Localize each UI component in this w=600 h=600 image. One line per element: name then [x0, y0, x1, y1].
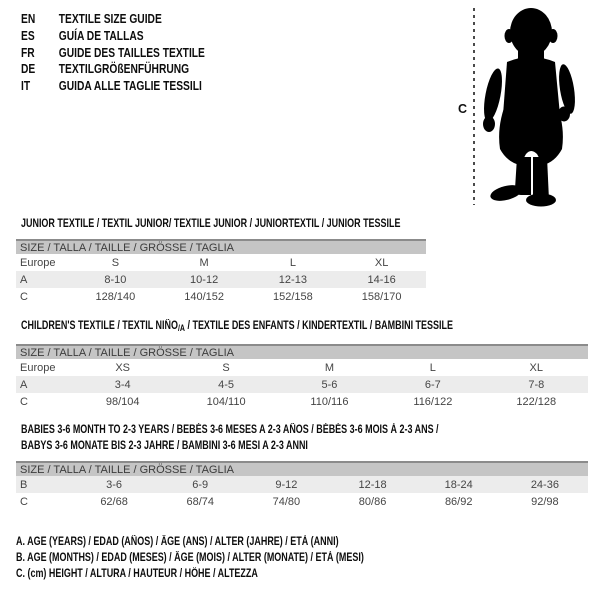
- row-label: B: [16, 476, 71, 493]
- language-code: EN: [21, 12, 36, 26]
- section-title-children-rest: / TEXTILE DES ENFANTS / KINDERTEXTIL / BAMBINI TESSILE: [184, 320, 453, 332]
- size-header-label: SIZE / TALLA / TAILLE / GRÖSSE / TAGLIA: [16, 345, 588, 359]
- size-value: S: [222, 361, 230, 374]
- size-value: 110/116: [310, 395, 349, 408]
- size-value: 3-4: [71, 376, 174, 393]
- size-value: 18-24: [416, 476, 502, 493]
- size-value: 6-7: [381, 376, 484, 393]
- size-value: M: [199, 256, 209, 269]
- size-table-header-row: [16, 240, 426, 254]
- size-table-babies: [16, 461, 588, 510]
- language-code: FR: [21, 45, 35, 60]
- section-title-babies: [21, 423, 439, 454]
- language-code: IT: [21, 79, 31, 94]
- table-row-age: [16, 271, 426, 288]
- size-value: 24-36: [502, 476, 588, 493]
- size-value: L: [289, 256, 296, 269]
- size-header-label: SIZE / TALLA / TAILLE / GRÖSSE / TAGLIA: [16, 462, 588, 476]
- size-value: 10-12: [160, 271, 249, 288]
- table-row-age-months: [16, 476, 588, 493]
- size-value: 4-5: [174, 376, 277, 393]
- size-value: 8-10: [71, 271, 160, 288]
- footnote-a: A. AGE (YEARS) / EDAD (AÑOS) / ÂGE (ANS) / ALTER (JAHRE) / ETÀ (ANNI): [16, 536, 339, 548]
- size-header-label: SIZE / TALLA / TAILLE / GRÖSSE / TAGLIA: [16, 240, 426, 254]
- size-table-children: [16, 344, 588, 410]
- language-row-fr: [21, 45, 205, 62]
- size-value: 80/86: [358, 495, 387, 508]
- row-label: Europe: [20, 256, 56, 269]
- language-title: GUÍA DE TALLAS: [58, 28, 144, 43]
- row-label: A: [16, 271, 71, 288]
- language-title: GUIDA ALLE TAGLIE TESSILI: [58, 79, 202, 94]
- size-table-header-row: [16, 462, 588, 476]
- size-value: 12-18: [329, 476, 415, 493]
- size-value: 5-6: [278, 376, 381, 393]
- language-row-en: [21, 11, 205, 28]
- size-value: 86/92: [444, 495, 473, 508]
- size-value: 6-9: [157, 476, 243, 493]
- size-value: 128/140: [95, 290, 136, 303]
- size-value: S: [111, 256, 120, 269]
- language-code: DE: [21, 62, 36, 77]
- size-value: 14-16: [337, 271, 426, 288]
- section-title-babies-line2: BABYS 3-6 MONATE BIS 2-3 JAHRE / BAMBINI 3-6 MESI A 2-3 ANNI: [21, 439, 308, 452]
- size-value: 74/80: [272, 495, 301, 508]
- language-row-es: [21, 28, 205, 45]
- language-title-block: [21, 11, 245, 95]
- language-row-it: [21, 78, 205, 95]
- table-row-europe: [16, 254, 426, 271]
- size-value: 98/104: [105, 395, 140, 408]
- size-value: XL: [529, 361, 544, 374]
- size-value: 3-6: [71, 476, 157, 493]
- size-value: 104/110: [206, 395, 246, 408]
- language-row-de: [21, 61, 205, 78]
- size-value: 122/128: [516, 395, 557, 408]
- size-value: L: [429, 361, 436, 374]
- language-code: ES: [21, 28, 35, 43]
- row-label: C: [20, 495, 28, 508]
- height-measure-figure: [440, 0, 600, 215]
- table-row-age: [16, 376, 588, 393]
- size-value: XS: [115, 361, 131, 374]
- language-title: GUIDE DES TAILLES TEXTILE: [58, 45, 205, 60]
- section-title-babies-line1: BABIES 3-6 MONTH TO 2-3 YEARS / BEBÉS 3-6 MESES A 2-3 AÑOS / BÉBÉS 3-6 MOIS À 2-3 ANS /: [21, 424, 439, 436]
- size-value: 12-13: [249, 271, 338, 288]
- size-value: 140/152: [184, 290, 224, 303]
- table-row-europe: [16, 359, 588, 376]
- size-value: 116/122: [413, 395, 453, 408]
- height-dotted-line: [473, 8, 475, 205]
- size-value: 158/170: [361, 290, 402, 303]
- table-row-height: [16, 493, 588, 510]
- size-value: 7-8: [485, 376, 588, 393]
- footnote-c: C. (cm) HEIGHT / ALTURA / HAUTEUR / HÖHE / ALTEZZA: [16, 568, 258, 581]
- size-value: 152/158: [272, 290, 313, 303]
- footnotes-block: [16, 534, 462, 583]
- row-label: C: [20, 395, 28, 408]
- row-label: A: [16, 376, 71, 393]
- height-marker-label: C: [458, 102, 468, 116]
- table-row-height: [16, 288, 426, 305]
- footnote-b: B. AGE (MONTHS) / EDAD (MESES) / ÂGE (MOIS) / ALTER (MONATE) / ETÀ (MESI): [16, 552, 364, 565]
- size-value: M: [324, 361, 335, 374]
- table-row-height: [16, 393, 588, 410]
- size-value: XL: [374, 256, 389, 269]
- section-title-children-main: CHILDREN'S TEXTILE / TEXTIL NIÑO: [21, 320, 178, 332]
- size-value: 62/68: [100, 495, 128, 508]
- section-title-children: [21, 319, 453, 335]
- row-label: C: [20, 290, 28, 303]
- toddler-silhouette-icon: [480, 5, 582, 207]
- size-table-header-row: [16, 345, 588, 359]
- row-label: Europe: [20, 361, 56, 374]
- size-value: 9-12: [243, 476, 329, 493]
- section-title-junior: JUNIOR TEXTILE / TEXTIL JUNIOR/ TEXTILE JUNIOR / JUNIORTEXTIL / JUNIOR TESSILE: [21, 218, 401, 230]
- size-table-junior: [16, 239, 426, 305]
- size-value: 92/98: [531, 495, 559, 508]
- section-title-children-sub: /A: [177, 322, 185, 333]
- language-title: TEXTILGRÖßENFÜHRUNG: [58, 62, 190, 77]
- language-title: TEXTILE SIZE GUIDE: [58, 12, 162, 26]
- size-value: 68/74: [186, 495, 214, 508]
